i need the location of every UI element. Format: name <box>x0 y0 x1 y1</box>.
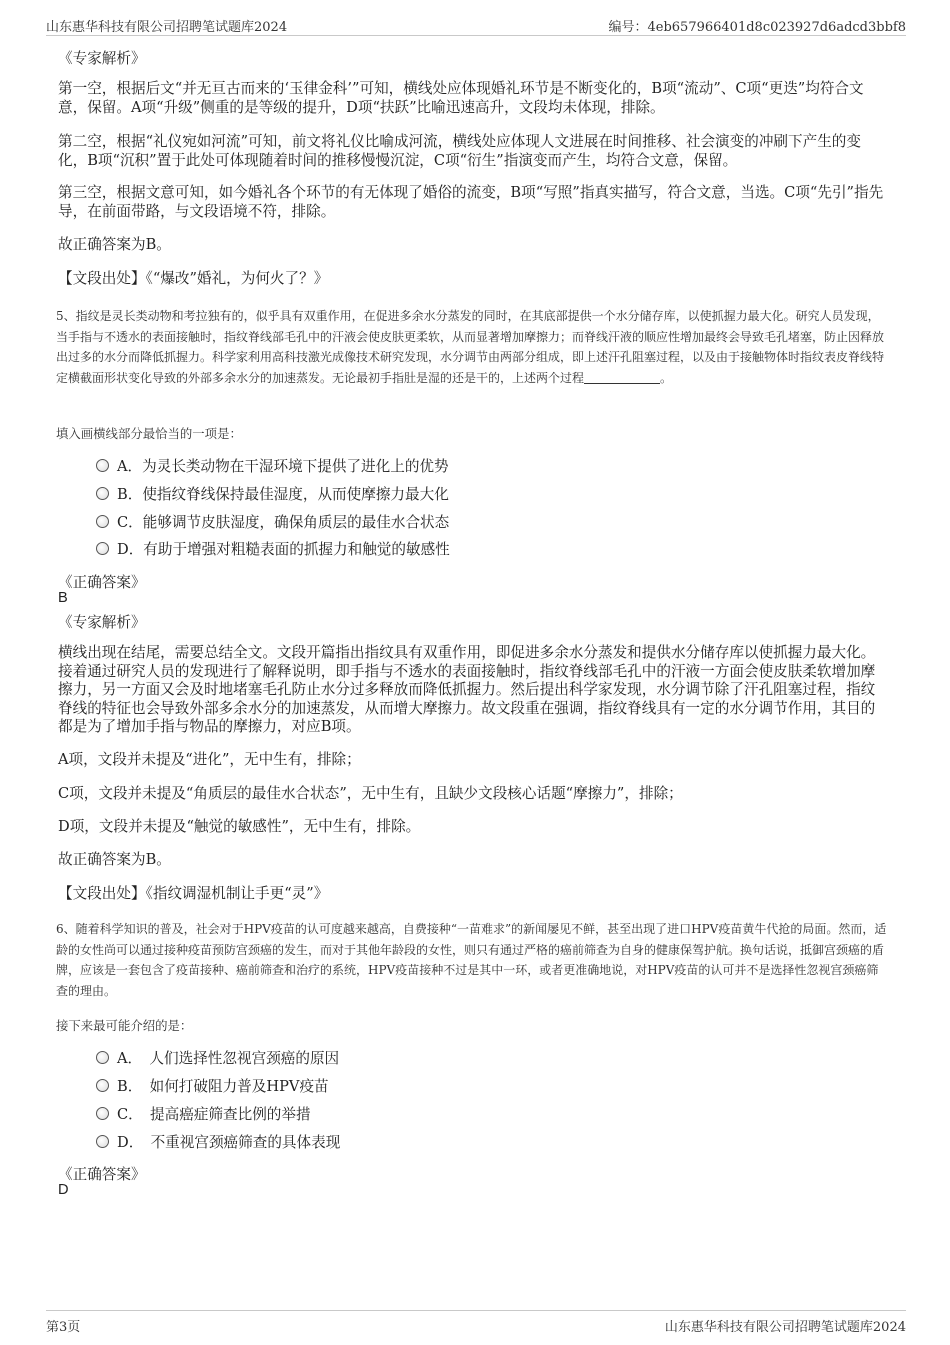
question-5-option-a[interactable] <box>96 457 449 477</box>
analysis-paragraph-2: 第二空，根据“礼仪宛如河流”可知，前文将礼仪比喻成河流，横线处应体现人文进展在时间推移、社会演变的冲刷下产生的变化，B项“沉积”置于此处可体现随着时间的推移慢慢沉淀，C项“衍生”指演变而产生，均符合文意，保留。 <box>58 133 861 169</box>
option-label: D． 不重视宫颈癌筛查的具体表现 <box>117 1134 341 1151</box>
conclusion: 故正确答案为B。 <box>58 236 171 253</box>
radio-icon[interactable] <box>96 459 109 472</box>
radio-icon[interactable] <box>96 1107 109 1120</box>
option-label: A．为灵长类动物在干湿环境下提供了进化上的优势 <box>117 458 449 475</box>
correct-answer-value: D <box>58 1182 69 1198</box>
header-title: 山东惠华科技有限公司招聘笔试题库2024 <box>46 20 288 35</box>
question-6-option-c[interactable] <box>96 1105 311 1125</box>
option-label: A． 人们选择性忽视宫颈癌的原因 <box>117 1050 340 1067</box>
question-5-option-b[interactable] <box>96 485 449 505</box>
question-6-option-a[interactable] <box>96 1049 339 1069</box>
correct-answer-tag: 《正确答案》 <box>58 1166 146 1183</box>
question-6-option-b[interactable] <box>96 1077 329 1097</box>
note-option-c: C项，文段并未提及“角质层的最佳水合状态”，无中生有，且缺少文段核心话题“摩擦力”，排除； <box>58 785 683 802</box>
note-option-a: A项，文段并未提及“进化”，无中生有，排除； <box>58 751 361 768</box>
source-citation: 【文段出处】《指纹调湿机制让手更“灵”》 <box>58 885 329 902</box>
option-label: B． 如何打破阻力普及HPV疫苗 <box>117 1078 329 1095</box>
question-5-option-d[interactable] <box>96 540 450 560</box>
question-5-text-part2: 。 <box>660 370 673 385</box>
radio-icon[interactable] <box>96 487 109 500</box>
option-label: C．能够调节皮肤湿度，确保角质层的最佳水合状态 <box>117 514 450 531</box>
radio-icon[interactable] <box>96 1051 109 1064</box>
analysis-paragraph-3: 第三空，根据文意可知，如今婚礼各个环节的有无体现了婚俗的流变，B项“写照”指真实描写，符合文意，当选。C项“先引”指先导，在前面带路，与文段语境不符，排除。 <box>58 184 884 220</box>
option-label: D．有助于增强对粗糙表面的抓握力和触觉的敏感性 <box>117 541 450 558</box>
expert-analysis-tag: 《专家解析》 <box>58 50 146 67</box>
expert-analysis-tag: 《专家解析》 <box>58 614 146 631</box>
radio-icon[interactable] <box>96 1135 109 1148</box>
correct-answer-tag: 《正确答案》 <box>58 574 146 591</box>
analysis-paragraph-1: 第一空，根据后文“并无亘古而来的‘玉律金科’”可知，横线处应体现婚礼环节是不断变化的，B项“流动”、C项“更迭”均符合文意，保留。A项“升级”侧重的是等级的提升，D项“扶跃”比喻迅速高升，文段均未体现，排除。 <box>58 80 864 116</box>
footer-title: 山东惠华科技有限公司招聘笔试题库2024 <box>664 1320 906 1335</box>
radio-icon[interactable] <box>96 542 109 555</box>
correct-answer-value: B <box>58 590 68 606</box>
fill-blank <box>584 371 660 384</box>
question-5-prompt: 填入画横线部分最恰当的一项是： <box>56 426 242 441</box>
question-6-text: 6、随着科学知识的普及，社会对于HPV疫苗的认可度越来越高，自费接种“一苗难求”的新闻屡见不鲜，甚至出现了进口HPV疫苗黄牛代抢的局面。然而，适龄的女性尚可以通过接种疫苗预防宫颈癌的发生，而对于其他年龄段的女性，则只有通过严格的癌前筛查为自身的健康保驾护航。换句话说，抵御宫颈癌的盾牌，应该是一套包含了疫苗接种、癌前筛查和治疗的系统，HPV疫苗接种不过是其中一环，或者更准确地说，对HPV疫苗的认可并不是选择性忽视宫颈癌筛查的理由。 <box>56 922 887 998</box>
option-label: C． 提高癌症筛查比例的举措 <box>117 1106 311 1123</box>
conclusion: 故正确答案为B。 <box>58 851 171 868</box>
question-5-analysis: 横线出现在结尾，需要总结全文。文段开篇指出指纹具有双重作用，即促进多余水分蒸发和提供水分储存库以使抓握力最大化。接着通过研究人员的发现进行了解释说明，即手指与不透水的表面接触时，指纹脊线部毛孔中的汗液一方面会使皮肤柔软增加摩擦力，另一方面又会及时地堵塞毛孔防止水分过多释放而降低抓握力。然后提出科学家发现，水分调节除了汗孔阻塞过程，指纹脊线的特征也会导致外部多余水分的加速蒸发，从而增大摩擦力。故文段重在强调，指纹脊线具有一定的水分调节作用，其目的都是为了增加手指与物品的摩擦力，对应B项。 <box>58 644 876 735</box>
note-option-d: D项，文段并未提及“触觉的敏感性”，无中生有，排除。 <box>58 818 421 835</box>
page-footer <box>46 1310 906 1335</box>
question-5-text <box>56 306 888 388</box>
option-label: B．使指纹脊线保持最佳湿度，从而使摩擦力最大化 <box>117 486 449 503</box>
page-header <box>46 13 906 36</box>
question-5-option-c[interactable] <box>96 513 449 533</box>
header-serial: 编号：4eb657966401d8c023927d6adcd3bbf8 <box>608 20 906 35</box>
question-6-prompt: 接下来最可能介绍的是： <box>56 1018 193 1033</box>
question-5-text-part1: 5、指纹是灵长类动物和考拉独有的，似乎具有双重作用，在促进多余水分蒸发的同时，在其底部提供一个水分储存库，以使抓握力最大化。研究人员发现，当手指与不透水的表面接触时，指纹脊线部毛孔中的汗液会使皮肤更柔软，从而显著增加摩擦力；而脊线汗液的顺应性增加最终会导致毛孔堵塞，防止因释放出过多的水分而降低抓握力。科学家利用高科技激光成像技术研究发现，水分调节由两部分组成，即上述汗孔阻塞过程，以及由于接触物体时指纹表皮脊线特定横截面形状变化导致的外部多余水分的加速蒸发。无论最初手指肚是湿的还是干的，上述两个过程 <box>56 309 885 385</box>
question-6-option-d[interactable] <box>96 1133 340 1153</box>
source-citation: 【文段出处】《“爆改”婚礼，为何火了？》 <box>58 270 329 287</box>
radio-icon[interactable] <box>96 1079 109 1092</box>
radio-icon[interactable] <box>96 515 109 528</box>
page-number: 第3页 <box>46 1320 81 1335</box>
